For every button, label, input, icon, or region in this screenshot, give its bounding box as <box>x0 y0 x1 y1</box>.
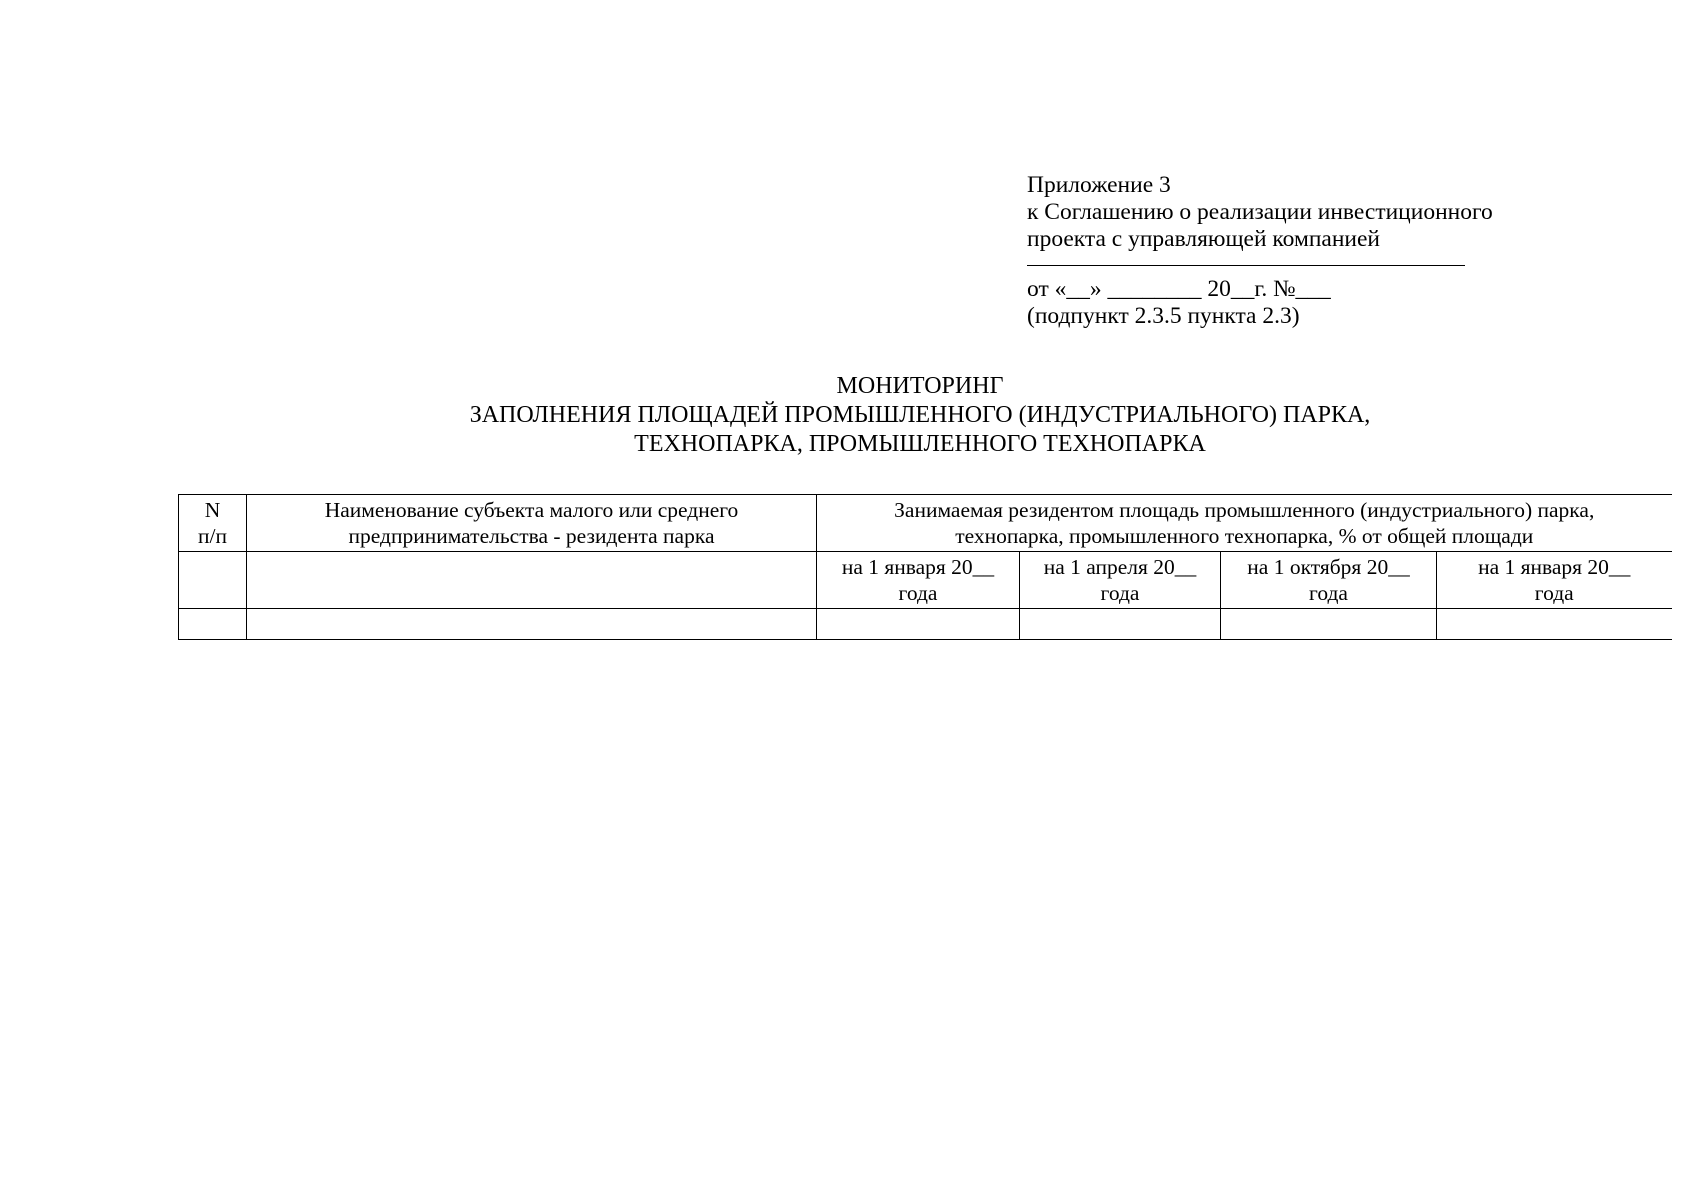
title-line-1: МОНИТОРИНГ <box>836 373 1004 399</box>
table-row <box>179 609 1672 640</box>
company-name-blank-line <box>1027 265 1465 266</box>
appendix-agreement: к Соглашению о реализации инвестиционного <box>1027 199 1493 225</box>
header-occupied-area <box>817 495 1672 552</box>
title-line-2: ЗАПОЛНЕНИЯ ПЛОЩАДЕЙ ПРОМЫШЛЕННОГО (ИНДУСТРИАЛЬНОГО) ПАРКА, <box>469 402 1371 428</box>
monitoring-table <box>178 494 1672 640</box>
header-resident-name <box>247 495 817 552</box>
period-header-oct <box>1221 552 1437 609</box>
table-cell <box>817 609 1020 640</box>
appendix-date-number: от «__» ________ 20__г. №___ <box>1027 276 1331 302</box>
table-cell <box>1020 609 1221 640</box>
period-header-jan-next <box>1437 552 1672 609</box>
header-resident-name-line1: Наименование субъекта малого или среднего <box>324 498 739 522</box>
period-apr-line1: на 1 апреля 20__ <box>1043 555 1197 579</box>
empty-cell <box>247 552 817 609</box>
period-jan-line1: на 1 января 20__ <box>841 555 995 579</box>
appendix-number: Приложение 3 <box>1027 172 1171 198</box>
header-number-line2: п/п <box>198 524 227 548</box>
appendix-header <box>1027 172 1547 330</box>
period-header-apr <box>1020 552 1221 609</box>
appendix-subclause-note: (подпункт 2.3.5 пункта 2.3) <box>1027 303 1300 329</box>
period-oct-line1: на 1 октября 20__ <box>1247 555 1410 579</box>
table-cell <box>247 609 817 640</box>
table-header-row <box>179 495 1672 552</box>
header-occupied-area-line2: технопарка, промышленного технопарка, % от общей площади <box>955 524 1534 548</box>
title-line-3: ТЕХНОПАРКА, ПРОМЫШЛЕННОГО ТЕХНОПАРКА <box>634 431 1206 457</box>
period-jan-next-line1: на 1 января 20__ <box>1478 555 1631 579</box>
table-cell <box>1437 609 1672 640</box>
empty-cell <box>179 552 247 609</box>
header-number-line1: N <box>204 498 221 522</box>
period-jan-next-line2: года <box>1534 581 1574 605</box>
header-occupied-area-line1: Занимаемая резидентом площадь промышленного (индустриального) парка, <box>894 498 1595 522</box>
header-number <box>179 495 247 552</box>
period-apr-line2: года <box>1100 581 1140 605</box>
document-title <box>180 372 1660 459</box>
table-cell <box>179 609 247 640</box>
table-cell <box>1221 609 1437 640</box>
header-resident-name-line2: предпринимательства - резидента парка <box>348 524 715 548</box>
period-oct-line2: года <box>1309 581 1348 605</box>
appendix-agreement-cont: проекта с управляющей компанией <box>1027 226 1380 252</box>
period-header-jan <box>817 552 1020 609</box>
table-period-row <box>179 552 1672 609</box>
period-jan-line2: года <box>898 581 938 605</box>
